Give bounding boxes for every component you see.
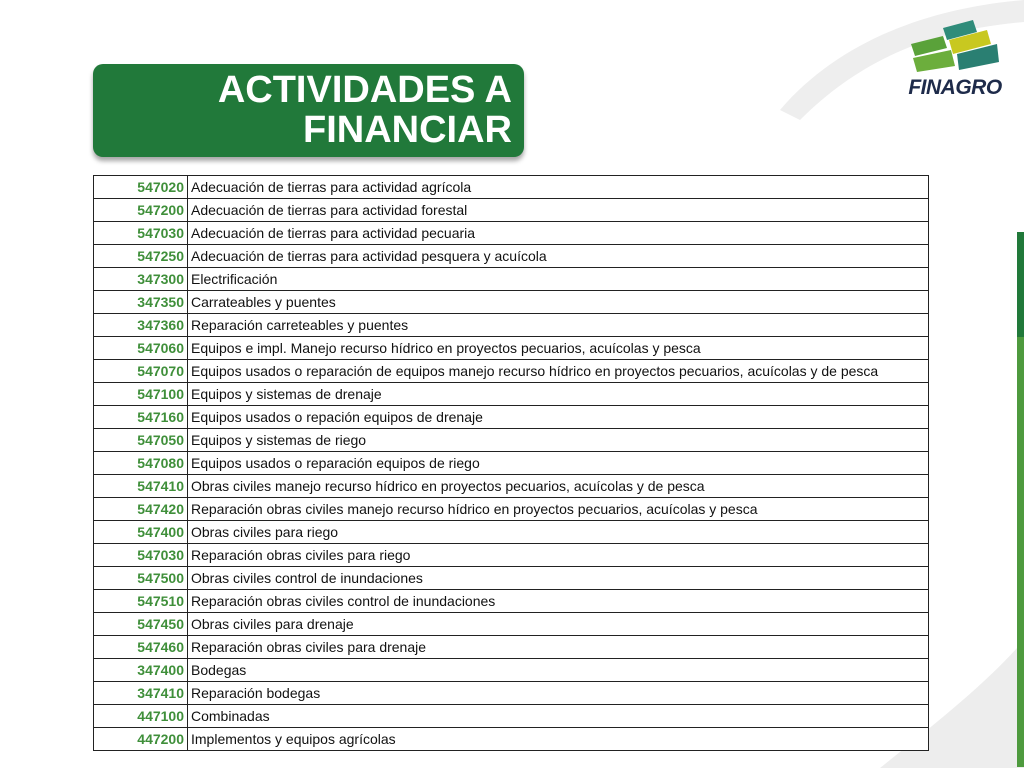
activity-code: 347400 <box>94 659 188 682</box>
table-row <box>94 521 929 544</box>
activity-description: Reparación carreteables y puentes <box>188 314 929 337</box>
finagro-logo <box>903 14 1007 104</box>
activity-description: Reparación bodegas <box>188 682 929 705</box>
table-row <box>94 567 929 590</box>
activity-code: 447100 <box>94 705 188 728</box>
activity-code: 547200 <box>94 199 188 222</box>
activity-description: Adecuación de tierras para actividad agrícola <box>188 176 929 199</box>
table-row <box>94 544 929 567</box>
activity-description: Equipos y sistemas de riego <box>188 429 929 452</box>
activity-code: 547030 <box>94 222 188 245</box>
activity-code: 547070 <box>94 360 188 383</box>
logo-wordmark: FINAGRO <box>908 76 1002 99</box>
title-banner <box>93 64 524 157</box>
activity-description: Adecuación de tierras para actividad pecuaria <box>188 222 929 245</box>
activity-code: 547400 <box>94 521 188 544</box>
table-row <box>94 314 929 337</box>
table-row <box>94 429 929 452</box>
table-row <box>94 705 929 728</box>
table-row <box>94 383 929 406</box>
table-row <box>94 337 929 360</box>
activity-description: Adecuación de tierras para actividad pesquera y acuícola <box>188 245 929 268</box>
activity-description: Combinadas <box>188 705 929 728</box>
activity-code: 547250 <box>94 245 188 268</box>
activity-code: 347350 <box>94 291 188 314</box>
activity-code: 347360 <box>94 314 188 337</box>
activity-description: Equipos usados o reparación equipos de riego <box>188 452 929 475</box>
activity-description: Bodegas <box>188 659 929 682</box>
table-row <box>94 406 929 429</box>
table-row <box>94 613 929 636</box>
activity-code: 547050 <box>94 429 188 452</box>
activity-description: Equipos usados o repación equipos de drenaje <box>188 406 929 429</box>
table-row <box>94 636 929 659</box>
activity-code: 547410 <box>94 475 188 498</box>
activity-description: Reparación obras civiles control de inundaciones <box>188 590 929 613</box>
activity-description: Obras civiles para drenaje <box>188 613 929 636</box>
activity-code: 547060 <box>94 337 188 360</box>
activity-description: Obras civiles control de inundaciones <box>188 567 929 590</box>
activity-description: Reparación obras civiles para drenaje <box>188 636 929 659</box>
activity-code: 347410 <box>94 682 188 705</box>
table-row <box>94 291 929 314</box>
table-row <box>94 475 929 498</box>
table-row <box>94 659 929 682</box>
activity-description: Equipos usados o reparación de equipos manejo recurso hídrico en proyectos pecuarios, acuícolas y de pesca <box>188 360 929 383</box>
activity-code: 547100 <box>94 383 188 406</box>
edge-accent-bar <box>1017 232 1024 767</box>
table-row <box>94 245 929 268</box>
activity-code: 547460 <box>94 636 188 659</box>
activities-table <box>93 175 929 751</box>
table-row <box>94 222 929 245</box>
table-row <box>94 360 929 383</box>
activity-code: 447200 <box>94 728 188 751</box>
activity-description: Carrateables y puentes <box>188 291 929 314</box>
activity-description: Obras civiles para riego <box>188 521 929 544</box>
activity-description: Equipos y sistemas de drenaje <box>188 383 929 406</box>
activity-code: 547080 <box>94 452 188 475</box>
activities-table-body <box>94 176 929 751</box>
activity-code: 547500 <box>94 567 188 590</box>
activity-code: 347300 <box>94 268 188 291</box>
table-row <box>94 268 929 291</box>
activity-description: Electrificación <box>188 268 929 291</box>
table-row <box>94 452 929 475</box>
activity-code: 547020 <box>94 176 188 199</box>
table-row <box>94 498 929 521</box>
table-row <box>94 682 929 705</box>
table-row <box>94 176 929 199</box>
activity-description: Implementos y equipos agrícolas <box>188 728 929 751</box>
activity-description: Equipos e impl. Manejo recurso hídrico en proyectos pecuarios, acuícolas y pesca <box>188 337 929 360</box>
logo-mark-icon <box>903 14 1007 76</box>
table-row <box>94 199 929 222</box>
activity-description: Reparación obras civiles manejo recurso hídrico en proyectos pecuarios, acuícolas y pesca <box>188 498 929 521</box>
activity-description: Obras civiles manejo recurso hídrico en proyectos pecuarios, acuícolas y de pesca <box>188 475 929 498</box>
activity-description: Adecuación de tierras para actividad forestal <box>188 199 929 222</box>
activity-code: 547030 <box>94 544 188 567</box>
table-row <box>94 728 929 751</box>
activity-description: Reparación obras civiles para riego <box>188 544 929 567</box>
activity-code: 547510 <box>94 590 188 613</box>
slide-title: ACTIVIDADES A FINANCIAR <box>217 69 512 151</box>
table-row <box>94 590 929 613</box>
activity-code: 547450 <box>94 613 188 636</box>
activity-code: 547420 <box>94 498 188 521</box>
activity-code: 547160 <box>94 406 188 429</box>
